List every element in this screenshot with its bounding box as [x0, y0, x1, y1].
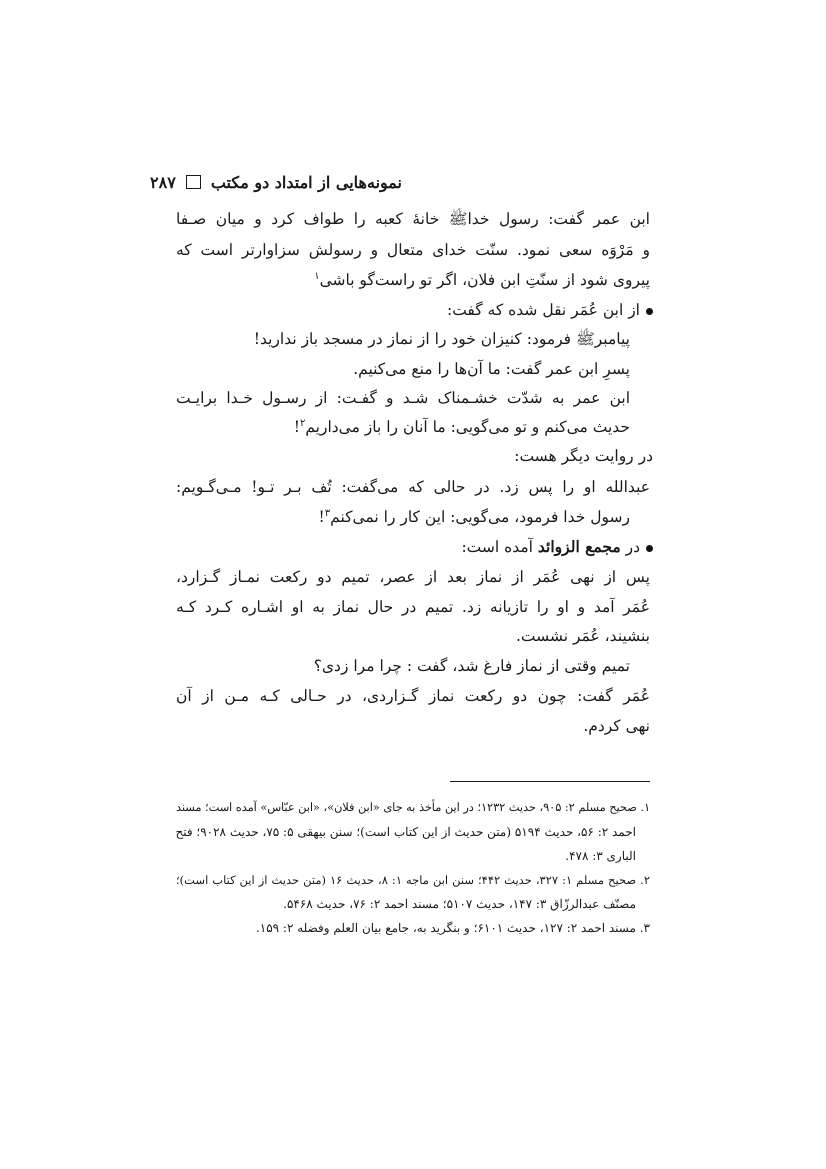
square-ornament-icon: [186, 175, 201, 189]
text-line: و مَرْوَه سعی نمود. سنّت خدای متعال و رسولش سزاوارتر است که: [176, 241, 650, 259]
bullet-line: از ابن عُمَر نقل شده که گفت:: [179, 300, 653, 320]
bullet-line: در مجمع الزوائد آمده است:: [179, 537, 653, 557]
page-header: [150, 168, 402, 196]
bullet-icon: [646, 308, 653, 315]
text-line: بنشیند، عُمَر نشست.: [515, 627, 650, 645]
text-line: عُمَر گفت: چون دو رکعت نماز گـزاردی، در حـالی کـه مـن از آن: [176, 687, 650, 705]
text-line: حدیث می‌کنم و تو می‌گویی: ما آنان را باز می‌داریم$^۲$!: [293, 417, 630, 436]
footnote-ref: ۲: [299, 417, 306, 429]
footnote-ref: ۱: [314, 270, 320, 282]
text-line: عُمَر آمد و او را تازیانه زد. تمیم در حال نماز به او اشـاره کـرد کـه: [176, 598, 650, 616]
text-line: رسول خدا فرمود، می‌گویی: این کار را نمی‌کنم$^۳$!: [318, 507, 630, 526]
footnote-line: ۳. مسند احمد ۲: ۱۲۷، حدیث ۶۱۰۱؛ و بنگرید به، جامع بیان العلم وفضله ۲: ۱۵۹.: [255, 921, 650, 935]
text-line: تمیم وقتی از نماز فارغ شد، گفت : چرا مرا زدی؟: [313, 657, 630, 675]
book-title: مجمع الزوائد: [537, 537, 621, 556]
text-line: پس از نهی عُمَر از نماز بعد از عصر، تمیم دو رکعت نمـاز گـزارد،: [176, 568, 650, 586]
page-number: ۲۸۷: [150, 172, 176, 192]
footnote-separator: [450, 781, 650, 782]
text-line: عبدالله او را پس زد. در حالی که می‌گفت: تُف بـر تـو! مـی‌گـویم:: [176, 478, 650, 496]
running-title: نمونه‌هایی از امتداد دو مکتب: [210, 172, 402, 192]
text-line: پیامبرﷺ فرمود: کنیزان خود را از نماز در مسجد باز ندارید!: [253, 330, 630, 348]
text-line: ابن عمر گفت: رسول خداﷺ خانهٔ کعبه را طواف کرد و میان صـفا: [176, 210, 650, 228]
footnote-line: الباری ۳: ۴۷۸.: [565, 849, 636, 863]
text-line: پسرِ ابن عمر گفت: ما آن‌ها را منع می‌کنیم.: [353, 360, 630, 378]
text-line: پیروی شود از سنّتِ ابن فلان، اگر تو راست‌گو باشی$^۱$: [314, 270, 650, 289]
text-line: ابن عمر به شدّت خشـمناک شـد و گفـت: از رسـول خـدا برایـت: [176, 389, 630, 407]
footnote-line: ۱. صحیح مسلم ۲: ۹۰۵، حدیث ۱۲۳۲؛ در این مأخذ به جای «ابن فلان»، «ابن عبّاس» آمده است؛ مسند: [176, 801, 650, 814]
footnote-line: مصنّف عبدالرزّاق ۳: ۱۴۷، حدیث ۵۱۰۷؛ مسند احمد ۲: ۷۶، حدیث ۵۴۶۸.: [283, 897, 636, 911]
footnote-ref: ۳: [324, 507, 331, 519]
text-line: نهی کردم.: [583, 717, 650, 735]
text-line: در روایت دیگر هست:: [514, 447, 653, 465]
footnote-line: احمد ۲: ۵۶، حدیث ۵۱۹۴ (متن حدیث از این کتاب است)؛ سنن بیهقی ۵: ۷۵، حدیث ۹۰۲۸؛ فتح: [175, 825, 636, 839]
footnote-line: ۲. صحیح مسلم ۱: ۳۲۷، حدیث ۴۴۲؛ سنن ابن ماجه ۱: ۸، حدیث ۱۶ (متن حدیث از این کتاب است)؛: [176, 873, 650, 887]
bullet-icon: [646, 545, 653, 552]
